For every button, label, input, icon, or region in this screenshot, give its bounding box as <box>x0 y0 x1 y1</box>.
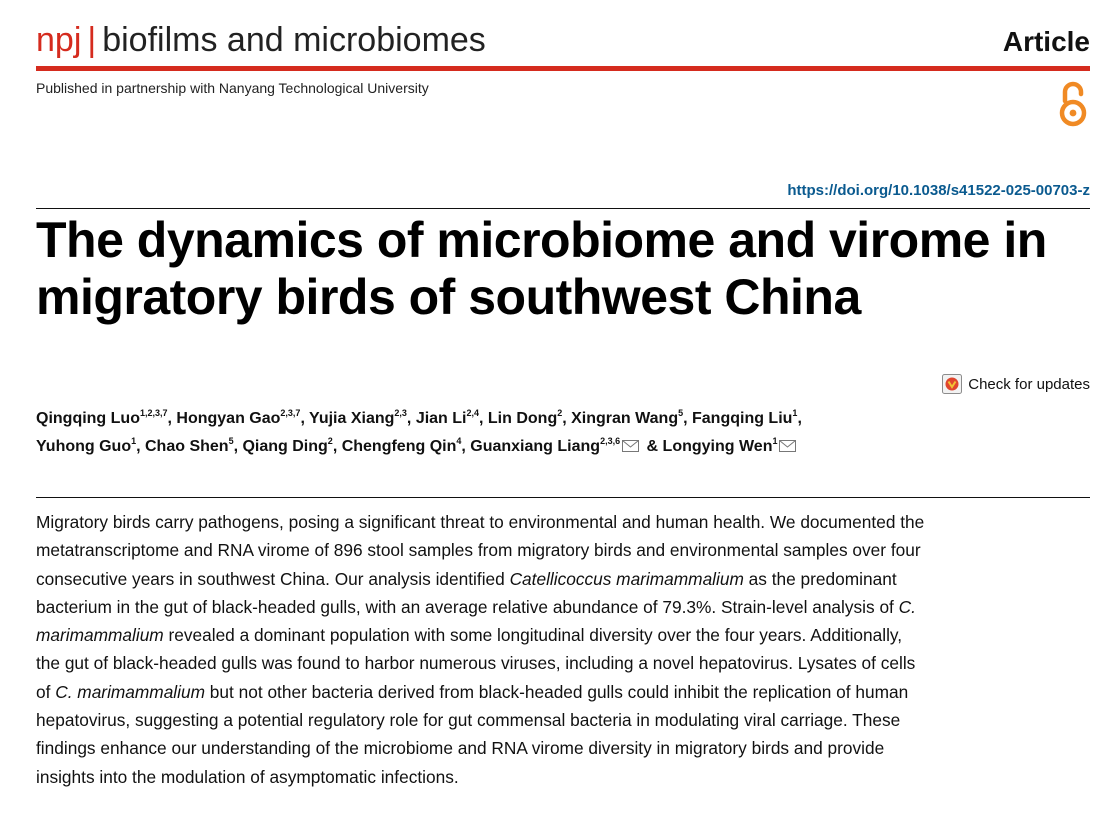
article-type-label: Article <box>1002 26 1090 57</box>
author-name[interactable]: Chengfeng Qin <box>341 438 457 455</box>
author-separator: , <box>406 410 416 427</box>
author-name[interactable]: Guanxiang Liang <box>470 438 601 455</box>
author-affiliation[interactable]: 1,2,3,7 <box>139 408 168 418</box>
brand-separator: | <box>87 21 97 59</box>
doi-link[interactable]: https://doi.org/10.1038/s41522-025-00703-z <box>787 182 1090 199</box>
author-separator: & <box>642 438 663 455</box>
species-name: Catellicoccus marimammalium <box>509 568 744 589</box>
check-updates-label: Check for updates <box>968 375 1090 393</box>
abstract-divider <box>36 497 1090 498</box>
author-affiliation[interactable]: 5 <box>228 436 234 446</box>
mail-icon[interactable] <box>779 440 796 452</box>
abstract-text: Migratory birds carry pathogens, posing a significant threat to environmental and human health. We documented the metatranscriptome and RNA virome of 896 stool samples from migratory birds and environmental samples over four consecutive years in southwest China. Our analysis identified <box>36 512 925 589</box>
author-affiliation[interactable]: 2,3 <box>394 408 407 418</box>
abstract-text: but not other bacteria derived from black-headed gulls could inhibit the replication of human hepatovirus, suggesting a potential regulatory role for gut commensal bacteria in modulating viral carriage. These findings enhance our understanding of the microbiome and RNA virome diversity in migratory birds and provide insights into the modulation of asymptomatic infections. <box>36 681 909 787</box>
author-affiliation[interactable]: 1 <box>131 436 137 446</box>
title-divider <box>36 208 1090 209</box>
author-affiliation[interactable]: 5 <box>678 408 684 418</box>
brand-prefix: npj <box>36 21 82 59</box>
species-name: C. marimammalium <box>36 596 916 646</box>
author-separator: , <box>461 438 471 455</box>
abstract-text: revealed a dominant population with some longitudinal diversity over the four years. Additionally, the gut of black-headed gulls was found to harbor numerous viruses, including a novel hepatovirus. Lysates of cells of <box>36 625 916 702</box>
author-affiliation[interactable]: 2 <box>327 436 333 446</box>
species-name: C. marimammalium <box>55 681 205 702</box>
author-separator: , <box>136 438 145 455</box>
author-name[interactable]: Yuhong Guo <box>36 438 132 455</box>
author-separator: , <box>479 410 488 427</box>
author-separator: , <box>797 410 802 427</box>
author-separator: , <box>300 410 310 427</box>
check-updates-icon <box>942 374 962 394</box>
mail-icon[interactable] <box>622 440 639 452</box>
journal-brand[interactable] <box>36 20 486 60</box>
author-name[interactable]: Qiang Ding <box>242 438 328 455</box>
author-separator: , <box>332 438 342 455</box>
author-affiliation[interactable]: 1 <box>792 408 798 418</box>
author-name[interactable]: Hongyan Gao <box>176 410 281 427</box>
author-name[interactable]: Chao Shen <box>145 438 229 455</box>
author-separator: , <box>167 410 177 427</box>
author-separator: , <box>562 410 572 427</box>
open-access-icon[interactable] <box>1058 80 1088 128</box>
header-divider <box>36 66 1090 71</box>
author-affiliation[interactable]: 2,4 <box>466 408 480 418</box>
abstract-text: as the predominant bacterium in the gut of black-headed gulls, with an average relative abundance of 79.3%. Strain-level analysis of <box>36 568 899 617</box>
author-affiliation[interactable]: 2,3,7 <box>280 408 301 418</box>
author-name[interactable]: Yujia Xiang <box>309 410 395 427</box>
author-name[interactable]: Jian Li <box>415 410 467 427</box>
author-name[interactable]: Lin Dong <box>487 410 558 427</box>
article-title: The dynamics of microbiome and virome in migratory birds of southwest China <box>36 212 1047 325</box>
author-name[interactable]: Fangqing Liu <box>692 410 793 427</box>
author-list <box>36 405 910 461</box>
author-separator: , <box>683 410 692 427</box>
brand-name: biofilms and microbiomes <box>102 21 486 59</box>
author-name[interactable]: Xingran Wang <box>571 410 679 427</box>
author-name[interactable]: Longying Wen <box>662 438 773 455</box>
check-for-updates-button[interactable] <box>942 374 1090 394</box>
author-affiliation[interactable]: 2 <box>557 408 563 418</box>
journal-header <box>36 20 1090 70</box>
abstract <box>36 508 926 791</box>
author-affiliation[interactable]: 4 <box>456 436 462 446</box>
author-affiliation[interactable]: 1 <box>772 436 778 446</box>
author-affiliation[interactable]: 2,3,6 <box>600 436 621 446</box>
author-separator: , <box>233 438 243 455</box>
partnership-text: Published in partnership with Nanyang Technological University <box>36 80 429 96</box>
author-name[interactable]: Qingqing Luo <box>36 410 140 427</box>
